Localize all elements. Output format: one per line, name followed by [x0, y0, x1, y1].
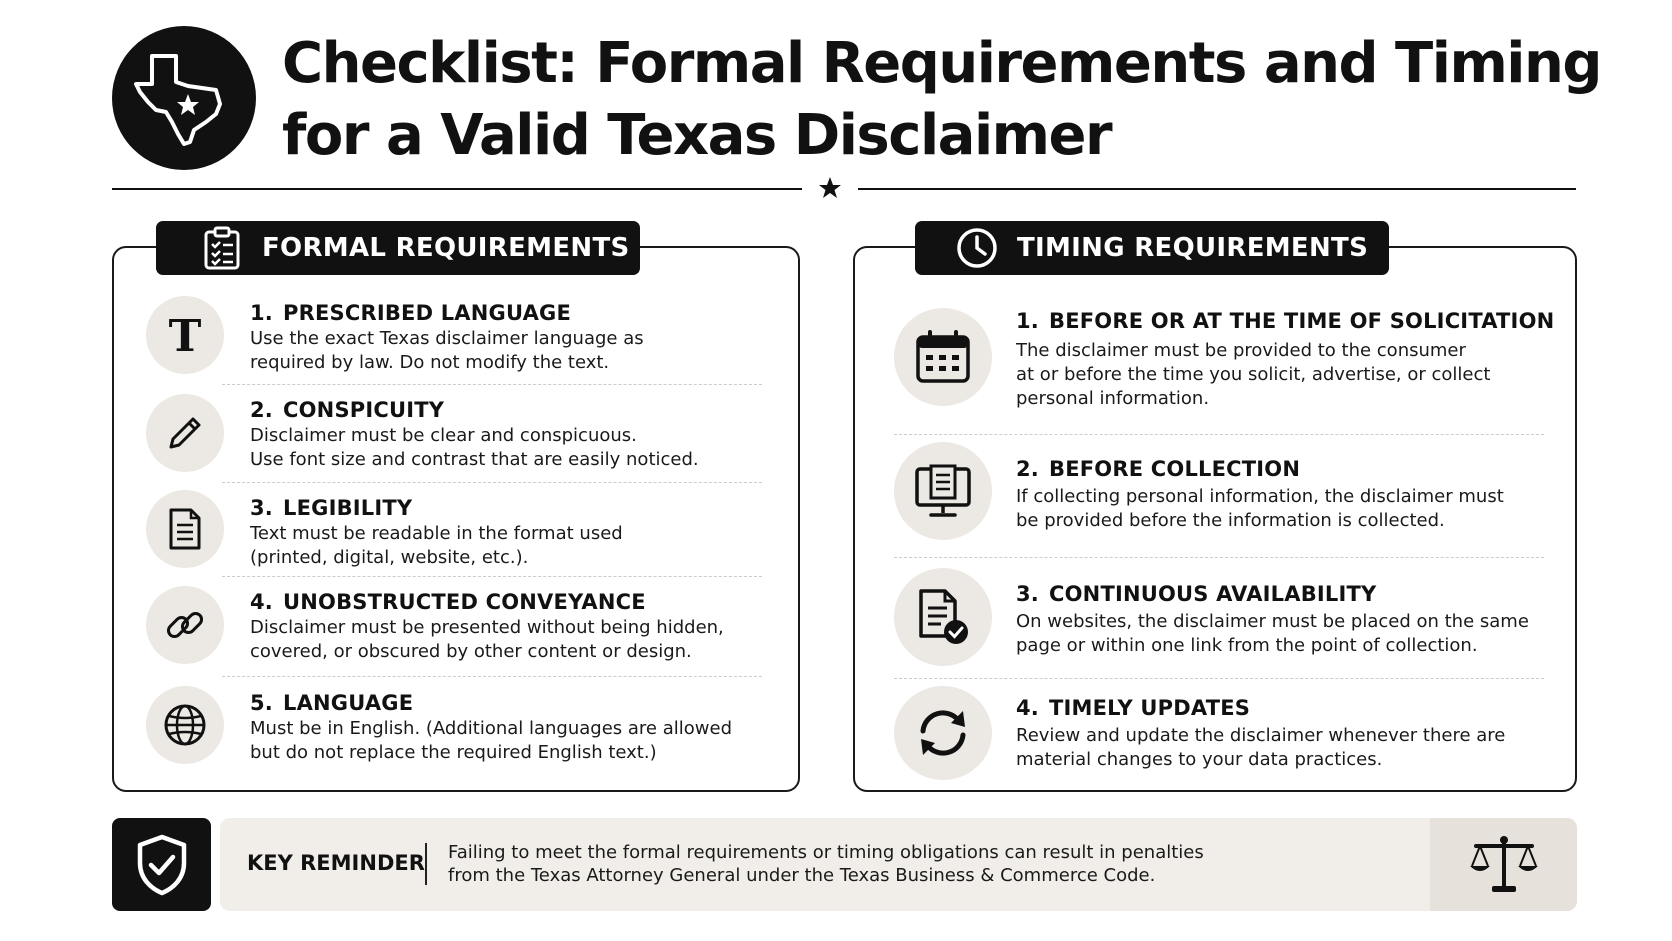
timing-item-title: BEFORE OR AT THE TIME OF SOLICITATION	[1049, 309, 1555, 333]
header-divider-right	[858, 188, 1576, 190]
formal-item-1: 1. PRESCRIBED LANGUAGE Use the exact Texas disclaimer language as required by law. Do not modify the text.	[250, 301, 644, 373]
calendar-icon	[894, 308, 992, 406]
formal-divider-4	[222, 676, 762, 677]
formal-item-title: PRESCRIBED LANGUAGE	[283, 301, 572, 325]
formal-item-title: LEGIBILITY	[283, 496, 413, 520]
timing-divider-3	[894, 678, 1544, 679]
texas-state-star-icon	[132, 48, 236, 148]
timing-divider-2	[894, 557, 1544, 558]
scales-of-justice-icon	[1430, 818, 1577, 911]
formal-divider-3	[222, 576, 762, 577]
letter-t-icon	[146, 296, 224, 374]
clipboard-checklist-icon	[200, 226, 244, 270]
globe-icon	[146, 686, 224, 764]
document-check-icon	[894, 568, 992, 666]
timing-item-1: 1. BEFORE OR AT THE TIME OF SOLICITATION The disclaimer must be provided to the consumer at or before the time you solicit, advertise, or collect personal information.	[1016, 309, 1555, 409]
title-line-1: Checklist: Formal Requirements and Timing	[282, 31, 1601, 96]
timing-item-title: BEFORE COLLECTION	[1049, 457, 1301, 481]
formal-item-2: 2. CONSPICUITY Disclaimer must be clear and conspicuous. Use font size and contrast that are easily noticed.	[250, 398, 699, 470]
formal-item-title: LANGUAGE	[283, 691, 414, 715]
key-reminder-label: KEY REMINDER	[247, 851, 425, 875]
clock-icon	[955, 226, 999, 270]
formal-item-title: CONSPICUITY	[283, 398, 445, 422]
key-reminder-text: Failing to meet the formal requirements or timing obligations can result in penalties from the Texas Attorney General under the Texas Business & Commerce Code.	[448, 842, 1204, 886]
header-divider-left	[112, 188, 802, 190]
link-icon	[146, 586, 224, 664]
formal-item-title: UNOBSTRUCTED CONVEYANCE	[283, 590, 646, 614]
formal-requirements-heading	[156, 221, 640, 275]
timing-item-title: TIMELY UPDATES	[1049, 696, 1251, 720]
formal-item-4: 4. UNOBSTRUCTED CONVEYANCE Disclaimer must be presented without being hidden, covered, or obscured by other content or design.	[250, 590, 724, 662]
timing-item-title: CONTINUOUS AVAILABILITY	[1049, 582, 1377, 606]
page-title	[282, 28, 1612, 172]
formal-item-3: 3. LEGIBILITY Text must be readable in the format used (printed, digital, website, etc.).	[250, 496, 623, 568]
formal-divider-1	[222, 384, 762, 385]
title-line-2: for a Valid Texas Disclaimer	[282, 103, 1112, 168]
reminder-separator	[425, 843, 427, 885]
formal-item-5: 5. LANGUAGE Must be in English. (Additional languages are allowed but do not replace the required English text.)	[250, 691, 732, 763]
pencil-icon	[146, 394, 224, 472]
shield-check-icon	[112, 818, 211, 911]
timing-requirements-heading	[915, 221, 1389, 275]
timing-item-4: 4. TIMELY UPDATES Review and update the disclaimer whenever there are material changes to your data practices.	[1016, 696, 1506, 770]
timing-divider-1	[894, 434, 1544, 435]
monitor-icon	[894, 442, 992, 540]
timing-item-2: 2. BEFORE COLLECTION If collecting personal information, the disclaimer must be provided before the information is collected.	[1016, 457, 1504, 531]
timing-item-3: 3. CONTINUOUS AVAILABILITY On websites, the disclaimer must be placed on the same page or within one link from the point of collection.	[1016, 582, 1529, 656]
formal-heading-label: FORMAL REQUIREMENTS	[262, 233, 630, 263]
svg-text:T: T	[168, 313, 202, 357]
texas-logo-badge	[112, 26, 256, 170]
document-icon	[146, 490, 224, 568]
formal-divider-2	[222, 482, 762, 483]
star-icon	[818, 176, 842, 200]
timing-heading-label: TIMING REQUIREMENTS	[1017, 233, 1369, 263]
refresh-icon	[894, 686, 992, 780]
